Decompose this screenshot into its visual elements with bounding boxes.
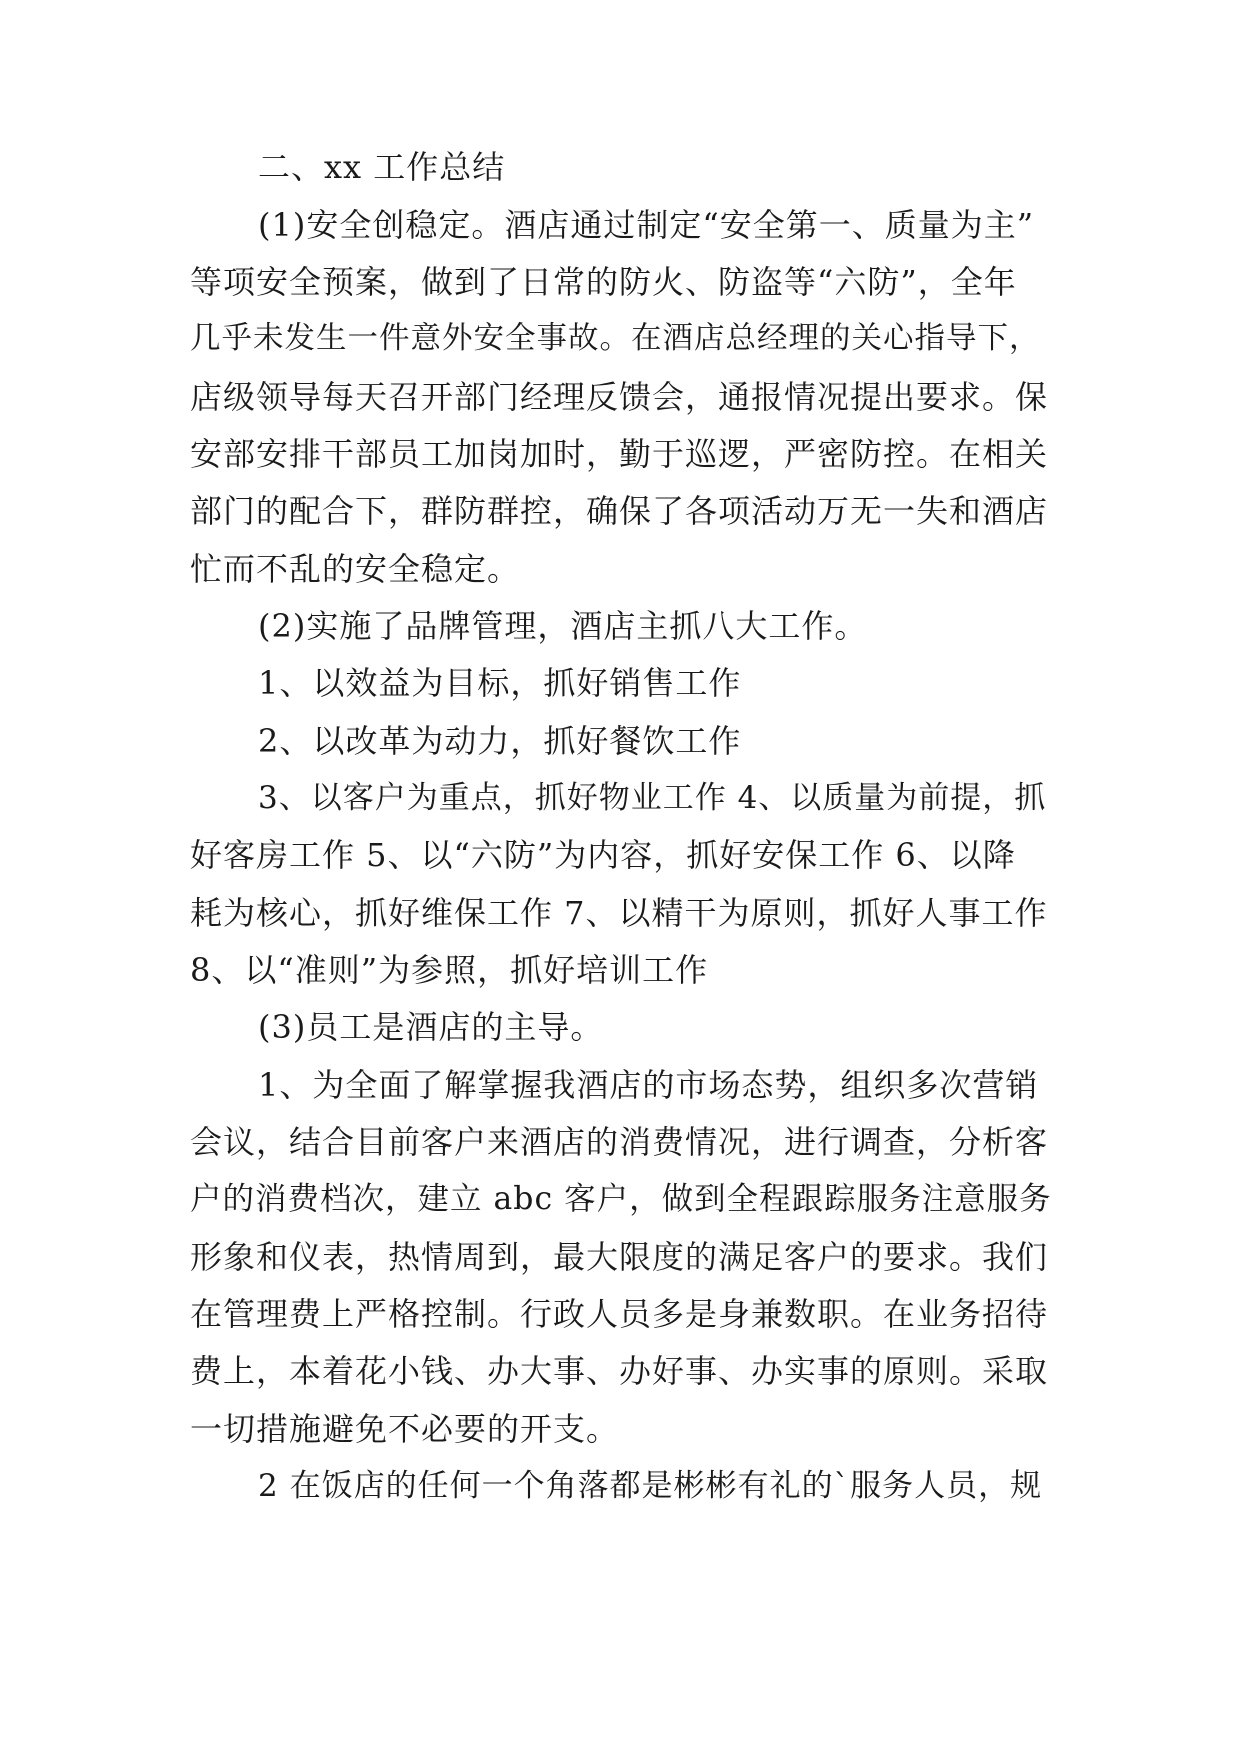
- paragraph-line: 耗为核心，抓好维保工作 7、以精干为原则，抓好人事工作: [190, 894, 1048, 932]
- paragraph-line: 1、为全面了解掌握我酒店的市场态势，组织多次营销: [258, 1066, 1039, 1104]
- paragraph-line: 户的消费档次，建立 abc 客户，做到全程跟踪服务注意服务: [190, 1181, 1052, 1217]
- list-item: 2、以改革为动力，抓好餐饮工作: [258, 722, 742, 760]
- paragraph-line: 8、以“准则”为参照，抓好培训工作: [190, 951, 709, 989]
- paragraph-line: 费上，本着花小钱、办大事、办好事、办实事的原则。采取: [190, 1352, 1049, 1390]
- paragraph-line: (2)实施了品牌管理，酒店主抓八大工作。: [258, 607, 868, 645]
- paragraph-line: 好客房工作 5、以“六防”为内容，抓好安保工作 6、以降: [190, 836, 1016, 874]
- section-heading: 二、xx 工作总结: [258, 148, 506, 186]
- paragraph-line: 会议，结合目前客户来酒店的消费情况，进行调查，分析客: [190, 1123, 1049, 1161]
- paragraph-line: (3)员工是酒店的主导。: [258, 1008, 604, 1046]
- paragraph-line: (1)安全创稳定。酒店通过制定“安全第一、质量为主”: [258, 206, 1035, 244]
- paragraph-line: 形象和仪表，热情周到，最大限度的满足客户的要求。我们: [190, 1238, 1049, 1276]
- paragraph-line: 在管理费上严格控制。行政人员多是身兼数职。在业务招待: [190, 1295, 1049, 1333]
- paragraph-line: 几乎未发生一件意外安全事故。在酒店总经理的关心指导下，: [190, 321, 1041, 356]
- paragraph-line: 忙而不乱的安全稳定。: [190, 550, 521, 588]
- paragraph-line: 等项安全预案，做到了日常的防火、防盗等“六防”，全年: [190, 263, 1017, 301]
- paragraph-line: 2 在饭店的任何一个角落都是彬彬有礼的`服务人员，规: [258, 1468, 1043, 1504]
- paragraph-line: 店级领导每天召开部门经理反馈会，通报情况提出要求。保: [190, 378, 1049, 416]
- paragraph-line: 部门的配合下，群防群控，确保了各项活动万无一失和酒店: [190, 492, 1049, 530]
- paragraph-line: 安部安排干部员工加岗加时，勤于巡逻，严密防控。在相关: [190, 435, 1049, 473]
- list-item: 1、以效益为目标，抓好销售工作: [258, 664, 742, 702]
- paragraph-line: 一切措施避免不必要的开支。: [190, 1410, 620, 1448]
- paragraph-line: 3、以客户为重点，抓好物业工作 4、以质量为前提，抓: [258, 780, 1047, 816]
